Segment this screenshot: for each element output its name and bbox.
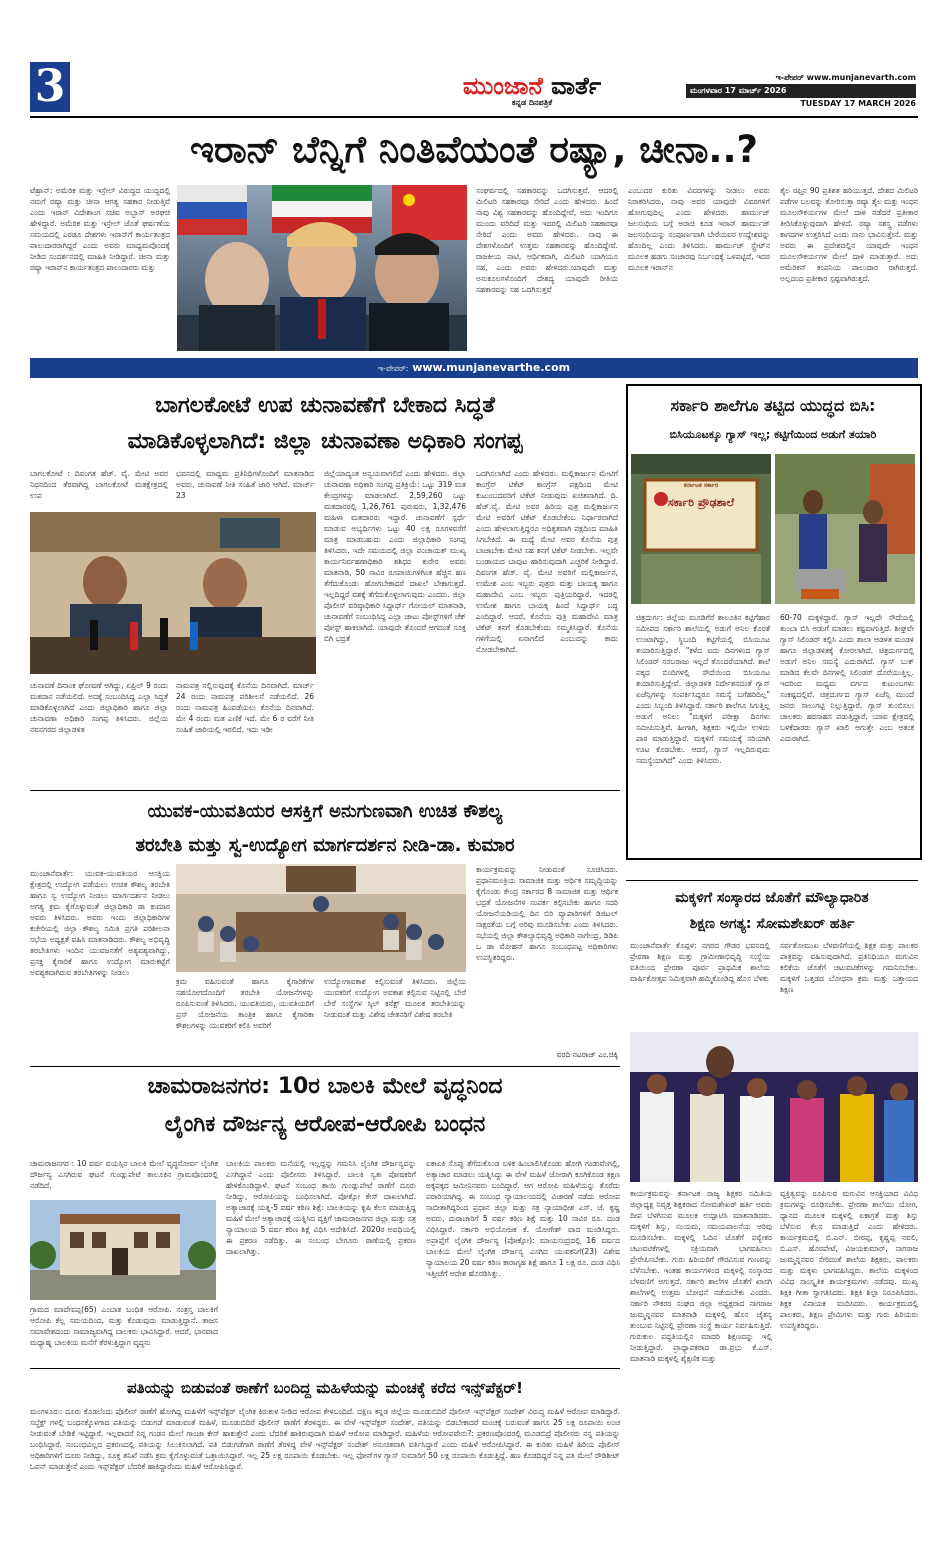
story2-col2-top: ಭವನದಲ್ಲಿ ಮಾಧ್ಯಮ ಪ್ರತಿನಿಧಿಗಳೊಂದಿಗೆ ಮಾತನಾಡಿದ ಅವರು, ಚುನಾವಣೆ ನೀತಿ ಸಂಹಿತೆ ಜಾರಿ ಆಗಿದೆ. ಮಾರ್ಚ್ 23 [176,469,314,500]
story3-photo-sign [631,454,771,604]
story3-col1: ಚಿತ್ರದುರ್ಗ: ಜಿಲ್ಲೆಯ ಮೂಡಿಗೆರೆ ತಾಲೂಕಿನ ಕಟ್ಟಿಗೆಹಾರ ಸಮೀಪದ ಸರ್ಕಾರಿ ಶಾಲೆಯಲ್ಲಿ ಅಡುಗೆ ಅನಿಲ ಕೊರತೆ ಉಂಟಾಗಿದ್ದು, ಸ್ಥಿಬಂದಿ ಕಟ್ಟಿಗೆಯಲ್ಲಿ ಬಿಸಿಯೂಟ ತಯಾರಿಸುತ್ತಿದ್ದಾರೆ. "ಕಳೆದ ಐದು ದಿನಗಳಿಂದ ಗ್ಯಾಸ್ ಸಿಲಿಂಡರ್ ಸರಬರಾಜು ಇಲ್ಲದೆ ತೊಂದರೆಯಾಗಿದೆ. ಶಾಲೆ ಪಕ್ಕದ ಬಿಂದಿಗಳಲ್ಲಿ ಸೌದೆಯಿಂದ ಬಿಸಿಯೂಟ ತಯಾರಿಸುತ್ತಿದ್ದೇವೆ. ಜಿಲ್ಲಾಡಳಿತ ನಿರ್ದೇಶನದಂತೆ ಗ್ಯಾಸ್ ಏಜೆನ್ಸಿಗಳನ್ನು ಸಂಪರ್ಕಿಸಿದ್ದರೂ ಸಮಸ್ಯೆ ಬಗೆಹರಿದಿಲ್ಲ" ಎಂದು ಸಿಬ್ಬಂದಿ ತಿಳಿಸಿದ್ದಾರೆ. ಸರ್ಕಾರಿ ಶಾಲೆಗೂ ಸಿಗುತ್ತಿಲ್ಲ ಅಡುಗೆ ಅನಿಲ: "ಮಕ್ಕಳಿಗೆ ಪರೀಕ್ಷಾ ದಿನಗಳು ಸಮೀಪಿಸುತ್ತಿವೆ. ಹೀಗಾಗಿ, ಶಿಕ್ಷಕರು ಇಲ್ಲಿಯೇ ಉಳಿದು ಪಾಠ ಮಾಡುತ್ತಿದ್ದಾರೆ. ಮಕ್ಕಳಿಗೆ ಸಮಯಕ್ಕೆ ಸರಿಯಾಗಿ ಊಟ ಕೊಡಬೇಕು. ಆದರೆ, ಗ್ಯಾಸ್ ಇಲ್ಲದಿರುವುದು ಸಮಸ್ಯೆಯಾಗಿದೆ" ಎಂದು ತಿಳಿಸಿದರು. [636,613,770,765]
story2-photo [30,512,316,674]
story6-col3: ಏಕಾಏಕಿ ಸೊಪ್ಪು ತೆಗೆದುಕೊಂಡ ಬಳಿಕ ಹಿಂಬಾಲಿಸಿಕೊಂಡು ಹೋಗಿ ಗಂಡುವೆಂಗಲ್ಲಿ, ಅತ್ಯಾಚಾರ ಮಾಡಲು ಯತ್ನಿಸಿದ್ದು ಈ ವೇಳೆ ಮಹಿಳೆ ಜೋರಾಗಿ ಕೂಗಿಕೊಂಡ ತಕ್ಷಣ ಅಕ್ಕಪಕ್ಕದ ಜಮೀನಿನವರು ಬಂದಿದ್ದಾರೆ. ಆಗ ಆರೋಪಿ ಮಹಿಳೆಯನ್ನು ತೊರೆದು ಪರಾರಿಯಾಗಿದ್ದ. ಈ ಸಂಬಂಧ ನ್ಯಾಯಾಲಯದಲ್ಲಿ ವಿಚಾರಣೆ ನಡೆದು ಆರೋಪ ಸಾಬೀತಾಗಿದ್ದರಿಂದ ಪ್ರಧಾನ ಜಿಲ್ಲಾ ಮತ್ತು ಸತ್ರ ನ್ಯಾಯಾಧೀಶ ಎಸ್. ಜೆ. ಕೃಷ್ಣ ಅವರು, ದುರಾಚಾರಿಗೆ 5 ವರ್ಷ ಕಠಿಣ ಶಿಕ್ಷೆ ಮತ್ತು 10 ಸಾವಿರ ರೂ. ದಂಡ ವಿಧಿಸಿದ್ದಾರೆ. ಸರ್ಕಾರಿ ಅಭಿಯೋಜಕ ಕೆ. ಯೋಗೇಶ್ ವಾದ ಮಂಡಿಸಿದ್ದರು. ಅಪ್ರಾಪ್ತೆಗೆ ಲೈಂಗಿಕ ದೌರ್ಜನ್ಯ (ಪೋಕ್ಸೋ): ಮಾಯಸಂದ್ರದಲ್ಲಿ 16 ವರ್ಷದ ಬಾಲಕಿಯ ಮೇಲೆ ಲೈಂಗಿಕ ದೌರ್ಜನ್ಯ ಎಸಗಿದ ಯುವಕನಿಗೆ(23) ವಿಶೇಷ ನ್ಯಾಯಾಲಯ 20 ವರ್ಷ ಕಠಿಣ ಕಾರಾಗೃಹ ಶಿಕ್ಷೆ ಹಾಗೂ 1 ಲಕ್ಷ ರೂ. ದಂಡ ವಿಧಿಸಿ ಇತ್ತೀಚೆಗೆ ಆದೇಶ ಹೊರಡಿಸಿತ್ತು. [426,1159,620,1278]
story2-col4: ಒದಗಿಸಲಾಗಿದೆ ಎಂದು ಹೇಳಿದರು. ಮಲ್ಲಿಕಾರ್ಜುನ ಮೇಟಿಗೆ ಕಾಂಗ್ರೆಸ್ ಟಿಕೆಟ್ ಕಾಂಗ್ರೆಸ್ ಪಕ್ಷದಿಂದ ಮೇಟಿ ಕುಟುಂಬದವರಿಗೆ ಟಿಕೆಟ್ ನೀಡುವುದು ಖಚಿತವಾಗಿದೆ. ದಿ. ಹೆಚ್.ವೈ. ಮೇಟಿ ಅವರ ಹಿರಿಯ ಪುತ್ರ ಮಲ್ಲಿಕಾರ್ಜುನ ಮೇಟಿ ಅವರಿಗೆ ಟಿಕೆಟ್ ಕೊಡಬೇಕೆಂಬ ನಿರ್ಧಾರವಾಗಿದೆ ಎಂದು ಹೇಳಲಾಗುತ್ತಿದ್ದರೂ ಅಧಿಕೃತವಾಗಿ ಪಕ್ಷದಿಂದ ಮಾಹಿತಿ ಸಿಗಬೇಕಿದೆ. ಈ ಮಧ್ಯೆ ಮೇಟಿ ಅವರ ಕೊನೆಯ ಪುತ್ರ ಬಾಜಾಬೇಕು ಮೇಟಿ ಸಹ ತನಗೆ ಟಿಕೆಟ್ ನೀಡಬೇಕು. ಇಲ್ಲವೇ ಬಂಡಾಯದ ಬಾವುಟ ಹಾರಿಸುವುದಾಗಿ ಎಚ್ಚರಿಕೆ ನೀಡಿದ್ದಾರೆ. ದಿವಂಗತ ಹೆಚ್. ವೈ. ಮೇಟಿ ಅವರಿಗೆ ಮಲ್ಲಿಕಾರ್ಜುನ, ಉಮೇಶ ಎಂಬ ಇಬ್ಬರು ಪುತ್ರರು ಮತ್ತು ಬಾಯಕ್ಕ ಹಾಗೂ ಮಹಾದೇವಿ ಎಂಬ ಇಬ್ಬರು ಪುತ್ರಿಯರಿದ್ದಾರೆ. ಇದರಲ್ಲಿ ಉಮೇಶ ಹಾಗೂ ಬಾಯಕ್ಕ ಹಿಂದೆ ಸಿದ್ದಾರ್ಥ್ ಬದ್ಧ ಎಂದಿದ್ದಾರೆ. ಆದರೆ, ಕೊನೆಯ ಪುತ್ರಿ ಮಹಾದೇವಿ ಮಾತ್ರ ಟಿಕೆಟ್ ತನಗೆ ಕೊಡಬೇಕೆಂದು ಸಮ್ಮತಿಸಿದ್ದಾರೆ. ಕೊನೆಯ ಗಳಿಗೆಯಲ್ಲಿ ಏನಾಗಲಿದೆ ಎಂಬುದನ್ನು ಕಾದು ನೋಡಬೇಕಾಗಿದೆ. [476,469,618,654]
story3-sign-text: ಸರ್ಕಾರಿ ಪ್ರೌಢಶಾಲೆ [667,496,735,509]
story4-col2: ಕ್ರಮ ವಹಿಸುವಂತೆ ಹಾಗೂ ಕೈಗಾರಿಕೆಗಳ ಸಹಯೋಗದೊಂದಿಗೆ ತರಬೇತಿ ಯೋಜನೆಗಳನ್ನು ರೂಪಿಸುವಂತೆ ತಿಳಿಸಿದರು. ಯುವತಿಯರು, ಯುವತಿಯರಿಗೆ ಪ್ರಸ್ ಯೋಜನೆಯ ತಾಂತ್ರಿಕ ಹಾಗೂ ಕೈಗಾರಿಕಾ ಕೌಶಲಗಳನ್ನು ಯುವಕರಿಗೆ ಕಲಿಸಿ ಅವರಿಗೆ [176,977,314,1030]
story5-top-col1: ಮುಂಜಾನೆವಾರ್ತೆ ಕೊಪ್ಪಳ: ನಗರದ ಗೌಡರ ಭವನದಲ್ಲಿ ಪ್ರೇರಣಾ ಶಿಕ್ಷಣ ಮತ್ತು ಗ್ರಾಮೀಣಾಭಿವೃದ್ಧಿ ಸಂಸ್ಥೆಯ ವತಿಯಿಂದ ಪ್ರೇರಣಾ ಪೂರ್ವ ಪ್ರಾಥಮಿಕ ಶಾಲೆಯ ವಾರ್ಷಿಕೋತ್ಸವ ನಿಮಿತ್ತವಾಗಿ ಹಮ್ಮಿಕೊಂಡಿದ್ದ ಹೊಸ ಬೆಳಕು [630,941,770,983]
story4-col1: ಮುಂಜಾನೆವಾರ್ತೆ: ಯುವಕ-ಯುವತಿಯರ ಆಸಕ್ತಿಯ ಕ್ಷೇತ್ರದಲ್ಲಿ ಉದ್ಯೋಗ ಪಡೆಯಲು ಉಚಿತ ಕೌಶಲ್ಯ ತರಬೇತಿ ಹಾಗೂ ಸ್ವ ಉದ್ಯೋಗ ನೀಡಲು ಮಾರ್ಗದರ್ಶನ ನೀಡಲು ಅಗತ್ಯ ಕ್ರಮ ಕೈಗೊಳ್ಳುವಂತೆ ಜಿಲ್ಲಾಧಿಕಾರಿ ಡಾ ಕುಮಾರ ಅವರು ತಿಳಿಸಿದರು. ಅವರು ಇಂದು ಜಿಲ್ಲಾಧಿಕಾರಿಗಳ ಕಚೇರಿಯಲ್ಲಿ ಜಿಲ್ಲಾ ಕೌಶಲ್ಯ ಸಮಿತಿ ಪ್ರಗತಿ ಪರಿಶೀಲನಾ ಸಭೆಯ ಅಧ್ಯಕ್ಷತೆ ವಹಿಸಿ ಮಾತನಾಡಿದರು. ಕೌಶಲ್ಯ ಅಭಿವೃದ್ಧಿ ತರಬೇತಿಗಳು ಇಂದಿನ ಯುವಜನತೆಗೆ ಅತ್ಯವಶ್ಯವಾಗಿದ್ದು, ಪ್ರಸಕ್ತ ಕೈಗಾರಿಕೆ ಹಾಗೂ ಉದ್ಯೋಗ ಮಾರುಕಟ್ಟೆಗೆ ಅವಶ್ಯಕವಾಗಿರುವ ತರಬೇತಿಗಳನ್ನು ನೀಡಲು [30,869,170,977]
story4-col4: ಕಾರ್ಯಕ್ರಮವನ್ನು ನೀಡುವಂತೆ ಸೂಚಿಸಿದರು. ಪ್ರಧಾನಮಂತ್ರಿಯ ಸಾಮಾಜಿಕ ಮತ್ತು ಆರ್ಥಿಕ ಸಮೃದ್ಧಿಯನ್ನು ಕೈಗೊಂಡು ಕೇಂದ್ರ ಸರ್ಕಾರದ 8 ಸಾಮಾಜಿಕ ಮತ್ತು ಆರ್ಥಿಕ ಭದ್ರತೆ ಯೋಜನೆಗಳ ಸಂಪರ್ಕ ಕಲ್ಪಿಸಬೇಕು ಹಾಗೂ ಸದರಿ ಯೋಜನೆಯಡಿಯಲ್ಲಿ ದಿನ ಬಿರಿ ವ್ಯಾಪಾರಿಗಳಿಗೆ ಡಿಜಿಟಲ್ ಸಾಕ್ಷರತೆಯ ಬಗ್ಗೆ ಅರಿವು ಮೂಡಿಸಬೇಕು ಎಂದು ತಿಳಿಸಿದರು. ಸಭೆಯಲ್ಲಿ ಜಿಲ್ಲಾ ಕೌಶಲ್ಯಾಭಿವೃದ್ಧಿ ಅಧಿಕಾರಿ ನಾಗೇಂದ್ರ, ಡಿಡಿಪಿ ಒ ಡಾ ಮೋಹನ್ ಹಾಗೂ ಸಂಬಂಧಪಟ್ಟ ಅಧಿಕಾರಿಗಳು ಉಪಸ್ಥಿತರಿದ್ದರು. [476,865,618,962]
epaper-bar-url: www.munjanevarthe.com [412,361,571,374]
story6-col2: ಬಾಲಕಿಯ ಪಾಲಕರು ಮನೆಯಲ್ಲಿ ಇಲ್ಲದ್ದನ್ನು ಗಮನಿಸಿ ಲೈಂಗಿಕ ದೌರ್ಜನ್ಯವನ್ನು ಎಸಗಿದ್ದಾನೆ ಎಂದು ಪೊಲೀಸರು ತಿಳಿಸಿದ್ದಾರೆ. ಬಾಲಕಿ ಸ್ವತಃ ಪೋಷಕರಿಗೆ ಹೇಳಿಕೊಂಡಿದ್ದಾಳೆ. ಘಟನೆ ಸಂಬಂಧ ತಾಯಿ ಗುಂಡ್ಲುಪೇಟೆ ಠಾಣೆಗೆ ದೂರು ನೀಡಿದ್ದು, ಆರೋಪಿಯನ್ನು ಬಂಧಿಸಲಾಗಿದೆ. ಪೋಕ್ಸೋ ಕೇಸ್ ದಾಖಲಾಗಿದೆ. ಅತ್ಯಾಚಾರಕ್ಕೆ ಯತ್ನ-5 ವರ್ಷ ಕಠಿಣ ಶಿಕ್ಷೆ: ಬಾಲಕಿಯನ್ನು ಕೃಷಿ ಕೆಲಸ ಮಾಡುತ್ತಿದ್ದ ಮಹಿಳೆ ಮೇಲೆ ಅತ್ಯಾಚಾರಕ್ಕೆ ಯತ್ನಿಸಿದ ವ್ಯಕ್ತಿಗೆ ಚಾಮರಾಜನಗರ ಜಿಲ್ಲಾ ಮತ್ತು ಸತ್ರ ನ್ಯಾಯಾಲಯ 5 ವರ್ಷ ಕಠಿಣ ಶಿಕ್ಷೆ ವಿಧಿಸಿ ಆದೇಶಿಸಿದೆ. 2020ರ ಅವಧಿಯಲ್ಲಿ ಈ ಪ್ರಕರಣ ನಡೆದಿತ್ತು. ಈ ಸಂಬಂಧ ಬೇಗೂರು ಠಾಣೆಯಲ್ಲಿ ಪ್ರಕರಣ ದಾಖಲಾಗಿತ್ತು. [226,1159,416,1256]
story3-headline-line2: ಬಿಸಿಯೂಟಕ್ಕೂ ಗ್ಯಾಸ್ ಇಲ್ಲ; ಕಟ್ಟಿಗೆಯಿಂದ ಅಡುಗೆ ತಯಾರಿ [669,428,877,441]
story5-headline-line1: ಮಕ್ಕಳಿಗೆ ಸಂಸ್ಕಾರದ ಜೊತೆಗೆ ಮೌಲ್ಯಾಧಾರಿತ [675,890,869,906]
story4-headline-line1: ಯುವಕ-ಯುವತಿಯರ ಆಸಕ್ತಿಗೆ ಅನುಗುಣವಾಗಿ ಉಚಿತ ಕೌಶಲ್ಯ [147,801,503,822]
story1-col1: ಟೆಹ್ರಾನ್: ಅಮೆರಿಕ ಮತ್ತು ಇಸ್ರೇಲ್ ವಿರುದ್ಧದ ಯುದ್ಧದಲ್ಲಿ ನಮಗೆ ರಷ್ಯಾ ಮತ್ತು ಚೀನಾ ಆಗತ್ಯ ಸಹಕಾರ ನೀಡುತ್ತಿವೆ ಎಂದು ಇರಾನ್ ವಿದೇಶಾಂಗ ಸಚಿವ ಅಬ್ಬಾಸ್ ಅರಘಚಿ ಹೇಳಿದ್ದಾರೆ. ಅಮೆರಿಕ ಮತ್ತು ಇಸ್ರೇಲ್ ಜೊತೆ ಘರ್ಷಣೆಯ ಸಮಯದಲ್ಲಿ ಎರಡೂ ದೇಶಗಳು ಇರಾನ್‌ಗೆ ಕಾರ್ಯತಂತ್ರದ ಪಾಲುದಾರರಾಗಿದ್ದರೆ ಎಂದು ಅವರು ಮಾಧ್ಯಮವೊಂದಕ್ಕೆ ನೀಡಿದ ಸಂದರ್ಶನದಲ್ಲಿ ಮಾಹಿತಿ ನೀಡಿದ್ದಾರೆ. ಚೀನಾ ಮತ್ತು ರಷ್ಯಾ ಇರಾನ್‌ನ ಕಾರ್ಯತಂತ್ರದ ಪಾಲುದಾರರು ಮತ್ತು [30,186,170,272]
story2-col1-top: ಬಾಗಲಕೋಟೆ : ದಿವಂಗತ ಹೆಚ್. ವೈ. ಮೇಟಿ ಅವರ ನಿಧನದಿಂದ ತೆರವಾಗಿದ್ದ ಬಾಗಲಕೋಟೆ ಮತಕ್ಷೇತ್ರದಲ್ಲಿ ಉಪ [30,469,168,500]
masthead-name-part2: ವಾರ್ತೆ [551,72,602,100]
story6-top-rule [30,1066,620,1067]
story2-headline-line2: ಮಾಡಿಕೊಳ್ಳಲಾಗಿದೆ: ಜಿಲ್ಲಾ ಚುನಾವಣಾ ಅಧಿಕಾರಿ ಸಂಗಪ್ಪ [127,429,523,454]
epaper-bar-label: ಇ-ಪೇಪರ್: [377,364,409,373]
masthead-tagline: ಕನ್ನಡ ದಿನಪತ್ರಿಕೆ [511,98,553,107]
story1-col4: ತೈಲ ರಫ್ತಿನ 90 ಪ್ರತಿಶತ ಹರಿಯುತ್ತದೆ. ದೇಶದ ಮಿಲಿಟರಿ ಪಡೆಗಳ ಬಲವನ್ನು ತೋರಿಸುತ್ತಾ ರಷ್ಯಾ ತೈಲ ಮತ್ತು ಇಂಧನ ಮೂಲಸೌಕರ್ಯಗಳ ಮೇಲೆ ದಾಳಿ ನಡೆದರೆ ಪ್ರತೀಕಾರ ತೀರಿಸಿಕೊಳ್ಳುವುದಾಗಿ ಹೇಳಿದೆ. ರಷ್ಯಾ ಸಶಸ್ತ್ರ ಪಡೆಗಳು ಕಾಗದಗಳ ಉತ್ತರಿಸಿದೆ ಎಂದು ನಾನು ಭಾವಿಸುತ್ತೇನೆ. ಮತ್ತು ಅವರು ಈ ಪ್ರದೇಶದಲ್ಲಿನ ಯಾವುದೇ ಇಂಧನ ಮೂಲಸೌಕರ್ಯಗಳ ಮೇಲೆ ದಾಳಿ ಮಾಡುತ್ತಾರೆ. ಅದು ಅಮೆರಿಕನ್ ಕಂಪನಿಯ ಪಾಲುದಾರ ರಾಗಿರುತ್ತದೆ. ಅಲ್ಲದಂದ ಪ್ರತೀಕಾರ ಸ್ಪಷ್ಟವಾಗಿರುತ್ತದೆ. [780,186,918,283]
epaper-bar [30,358,918,378]
dateline-kannada-date: ಮಂಗಳವಾರ 17 ಮಾರ್ಚ್ 2026 [686,84,916,98]
header-rule [30,116,918,118]
story1-headline: ಇರಾನ್ ಬೆನ್ನಿಗೆ ನಿಂತಿವೆಯಂತೆ ರಷ್ಯಾ, ಚೀನಾ..? [190,128,758,171]
story6-headline-line1: ಚಾಮರಾಜನಗರ: 10ರ ಬಾಲಕಿ ಮೇಲೆ ವೃದ್ಧನಿಂದ [147,1074,503,1099]
story3-col2: 60-70 ಮಕ್ಕಳಿದ್ದಾರೆ. ಗ್ಯಾಸ್ ಇಲ್ಲದೇ ಸೌದೆಯಲ್ಲಿ ತುಂಬಾ ಬಿಸಿ ಅಡುಗೆ ಮಾಡಲು ಕಷ್ಟವಾಗುತ್ತಿದೆ. ಶೀಘ್ರವೇ ಗ್ಯಾಸ್ ಸಿಲಿಂಡರ್ ಕಲ್ಪಿಸಿ ಎಂದು ಶಾಲಾ ಆಡಳಿತ ಮಂಡಳಿ ಹಾಗೂ ಜಿಲ್ಲಾಡಳಿತಕ್ಕೆ ಕೋರಲಾಗಿದೆ. ಚಿತ್ರದುರ್ಗದಲ್ಲಿ ಅಡುಗೆ ಅನಿಲ ಸಮಸ್ಯೆ ಎದುರಾಗಿದೆ. ಗ್ಯಾಸ್ ಬುಕ್ ಮಾಡಿದ ಕೆಲವೇ ದಿನಗಳಲ್ಲಿ ಸಿಲಿಂಡರ್ ದೊರೆಯುತ್ತಿಲ್ಲ. ಇದರಿಂದ ಮಧ್ಯಮ ವರ್ಗದ ಕುಟುಂಬಗಳು ಸಂಕಷ್ಟದಲ್ಲಿವೆ. ಚಿತ್ರದುರ್ಗದ ಗ್ಯಾಸ್ ಏಜೆನ್ಸಿ ಮುಂದೆ ಜನರು ಸಾಲುಗಟ್ಟಿ ನಿಲ್ಲುತ್ತಿದ್ದಾರೆ. ಗ್ಯಾಸ್ ತುಂಬಿಸಲು ಚಾಲಕರು ಹರಸಾಹಸ ಪಡುತ್ತಿದ್ದಾರೆ. ಯಾವ ಕ್ಷೇತ್ರದಲ್ಲಿ ಬಳಕೆದಾರರು ಗ್ಯಾಸ್ ಖಾಲಿ ಆಗುತ್ತೇ ಎಂಬ ಆತಂಕ ಎದುರಾಗಿದೆ. [780,613,914,743]
story1-col3: ಎಂಬುದರ ಕುರಿತು ವಿವರಗಳನ್ನು ನೀಡಲು ಅವರು ನಿರಾಕರಿಸಿದರು, ನಾವು ಅವರ ಯಾವುದೇ ವಿವರಗಳಿಗೆ ಹೋಗುವುದಿಲ್ಲ ಎಂದು ಹೇಳಿದರು. ಹಾರ್ಮುಜ್ ಜಲಸಂಧಿಯ ಬಗ್ಗೆ ಅರಾಚಿ ಕೂಡ ಇರಾನ್ ಹಾರ್ಮುಜ್ ಜಲಸಂಧಿಯನ್ನು ಸಂಪೂರ್ಣವಾಗಿ ಬೇರೆಯವರ ಉದ್ದೇಶವನ್ನು ಹೊಂದಿಲ್ಲ ಎಂದು ತಿಳಿಸಿದರು. ಹಾರ್ಮುಜ್ ಸ್ಟ್ರೇಟ್‌ನ ಮೂಲಕ ಹಡಗು ಸಂಚಾರವು ನಿರ್ಬಂಧಕ್ಕೆ ಒಳಪಟ್ಟಿದೆ, ಇದರ ಮೂಲಕ ಇರಾನ್‌ನ [628,186,770,272]
masthead [432,72,632,108]
story5-photo [630,1032,918,1182]
story5-headline-line2: ಶಿಕ್ಷಣ ಅಗತ್ಯ: ಸೋಮಶೇಖರ್ ಹರ್ತಿ [689,916,855,932]
story6-col1-top: ಚಾಮರಾಜನಗರ : 10 ವರ್ಷ ವಯಸ್ಸಿನ ಬಾಲಕಿ ಮೇಲೆ ವೃದ್ಧನೋರ್ವ ಲೈಂಗಿಕ ದೌರ್ಜನ್ಯ ಎಸಗಿರುವ ಘಟನೆ ಗುಂಡ್ಲುಪೇಟೆ ತಾಲೂಕಿನ ಗ್ರಾಮವೊಂದರಲ್ಲಿ ನಡೆದಿದೆ. [30,1159,218,1190]
story3-headline-line1: ಸರ್ಕಾರಿ ಶಾಲೆಗೂ ತಟ್ಟಿದ ಯುದ್ಧದ ಬಿಸಿ: [670,396,876,415]
story2-col12-bottom-b: ನಾಮಪತ್ರ ಸಲ್ಲಿಸುವುದಕ್ಕೆ ಕೊನೆಯ ದಿನವಾಗಿದೆ. ಮಾರ್ಚ್ 24 ರಂದು ನಾಮಪತ್ರ ಪರಿಶೀಲನೆ ನಡೆಯಲಿದೆ. 26 ರಂದು ನಾಮಪತ್ರ ಹಿಂಪಡೆಯಲು ಕೊನೆಯ ದಿನವಾಗಿದೆ. ಮೇ 4 ರಂದು ಮತ ಎಣಿಕೆ ಇದೆ. ಮೇ 6 ರ ವರೆಗೆ ನೀತಿ ಸಂಹಿತೆ ಜಾರಿಯಲ್ಲಿ ಇರಲಿದೆ. ಇದು ಇಡೀ [176,681,314,734]
story4-top-rule [30,790,620,791]
dateline [686,72,916,110]
story2-col12-bottom-a: ಚುನಾವಣೆ ದಿನಾಂಕ ಘೋಷಣೆ ಆಗಿದ್ದು, ಏಪ್ರಿಲ್ 9 ರಂದು ಮತದಾನ ನಡೆಯಲಿದೆ. ಅದಕ್ಕೆ ಸಂಬಂದಿಸಿದ್ದ ಎಲ್ಲಾ ಸಿದ್ಧತೆ ಮಾಡಿಕೊಳ್ಳಲಾಗಿದೆ ಎಂದು ಜಿಲ್ಲಾಧಿಕಾರಿ ಹಾಗೂ ಜಿಲ್ಲಾ ಚುನಾವಣಾ ಅಧಿಕಾರಿ ಸಂಗಪ್ಪ ತಿಳಿಸಿದರು. ಜಿಲ್ಲೆಯ ನವನಗರದ ಜಿಲ್ಲಾಡಳಿತ [30,681,168,734]
dateline-url: ಇ-ಪೇಪರ್ www.munjanevarth.com [775,73,916,82]
story1-photo [177,185,467,351]
story7-body: ಮಂಗಳೂರು: ದೂರು ಕೊಡಲೆಂದು ಪೊಲೀಸ್ ಠಾಣೆಗೆ ಹೋಗಿದ್ದ ಮಹಿಳೆಗೆ ಇನ್ಸ್‌ಪೆಕ್ಟರ್ ಲೈಂಗಿಕ ಕಿರುಕುಳ ನೀಡಿದ ಆರೋಪ ಕೇಳಿಬಂದಿದೆ. ದಕ್ಷಿಣ ಕನ್ನಡ ಜಿಲ್ಲೆಯ ಮೂಡುಬಿದಿರೆ ಪೊಲೀಸ್ ಇನ್ಸ್‌ಪೆಕ್ಟರ್ ಸಂದೇಶ್ ವಿರುದ್ಧ ಮಹಿಳೆ ಆರೋಪ ಮಾಡಿದ್ದಾರೆ. ಸಬ್ಜೆಕ್ಟ್ ಗಳಲ್ಲಿ ಬಂಧನಕ್ಕೊಳಗಾದ ಪತಿಯನ್ನು ಬಿಡುಗಡೆ ಮಾಡುವಂತೆ ಮಹಿಳೆ, ಮೂಡುಬಿದಿರೆ ಪೊಲೀಸ್ ಠಾಣೆಗೆ ತೆರಳಿದ್ದರು. ಈ ವೇಳೆ ಇನ್ಸ್‌ಪೆಕ್ಟರ್ ಸಂದೇಶ್, ಪತಿಯನ್ನು ಬಿಡಬೇಕಾದರೆ ಮಂಚಕ್ಕೆ ಬರುವಂತೆ ಹಾಗೂ 25 ಲಕ್ಷ ರೂಪಾಯಿ ಲಂಚ ನೀಡುವಂತೆ ಬೇಡಿಕೆ ಇಟ್ಟಿದ್ದಾರೆ. ಇಲ್ಲವಾದರೆ ನಿನ್ನ ಗಂಡನ ಮೇಲೆ ಗಾಂಜಾ ಕೇಸ್ ಹಾಕುತ್ತೇನೆ ಎಂದು ಬೆದರಿಕೆ ಹಾಕಿರುವುದಾಗಿ ಮಹಿಳೆ ಆರೋಪ ಮಾಡಿದ್ದಾರೆ. ಮಹಿಳೆಯ ಆರೋಪವೇನು?: ಪ್ರಕರಣವೊಂದರಲ್ಲಿ ಮೂಡಬಿದ್ರೆ ಪೊಲೀಸರು ನನ್ನ ಪತಿಯನ್ನು ಬಂಧಿಸಿದ್ದಾರೆ. ಸಂಬಂಧವಿಲ್ಲದ ಪ್ರಕರಣದಲ್ಲಿ ಪತಿಯನ್ನು ಸಿಲುಕಿಸಲಾಗಿದೆ. ಪತಿ ಬಿಡುಗಡೆಗಾಗಿ ಠಾಣೆಗೆ ತೆರಳಿದ್ದ ವೇಳೆ ಇನ್ಸ್‌ಪೆಕ್ಟರ್ ಸಂದೇಶ್ ಅನುಚಿತವಾಗಿ ವರ್ತಿಸಿದ್ದಾರೆ ಎಂದು ಮಹಿಳೆ ಆರೋಪಿಸಿದ್ದಾರೆ. ಈ ಕುರಿತು ಮಹಿಳೆ ಹಿರಿಯ ಪೊಲೀಸ್ ಅಧಿಕಾರಿಗಳಿಗೆ ದೂರು ನೀಡಿದ್ದು, ಸೂಕ್ತ ತನಿಖೆ ನಡೆಸಿ ಕ್ರಮ ಕೈಗೊಳ್ಳುವಂತೆ ಒತ್ತಾಯಿಸಿದ್ದಾರೆ. ಇಲ್ಲ 25 ಲಕ್ಷ ರೂಪಾಯಿ ಕೊಡಬೇಕು. ಇಲ್ಲ ಫೋನ್‌ಗಳ ಗ್ಯಾಸ್ ಸುಮಾರಿಗೆ 50 ಲಕ್ಷ ರೂಪಾಯಿ ಕೊಡುತ್ತಿದ್ದೆ. ಹಣ ಕೊಡದಿದ್ದರೆ ನಿನ್ನ ಪತಿ ಮೇಲೆ ರೌಡಿಶೀಟ್ ಓಪನ್ ಮಾಡುತ್ತೇನೆ ಎಂದು ಇನ್ಸ್‌ಪೆಕ್ಟರ್ ಬೆದರಿಕೆ ಹಾಕಿದ್ದಾರೆಂದು ಮಹಿಳೆ ಆರೋಪಿಸಿದ್ದಾರೆ. [30,1407,620,1471]
story4-photo [176,864,466,972]
story1-col2: ಸಂಘರ್ಷದಲ್ಲಿ ಸಹಕಾರವನ್ನು ಒದಗಿಸುತ್ತವೆ. ಆದರಲ್ಲಿ ಮಿಲಿಟರಿ ಸಹಕಾರವೂ ಸೇರಿದೆ ಎಂದು ಹೇಳಿದರು. ಹಿಂದೆ ನಾವು ವಿಶ್ವ ಸಹಕಾರವನ್ನು ಹೊಂದಿದ್ದೇವೆ, ಅದು ಇಂದಿಗೂ ಮುಂದು ವರಿದಿದೆ ಮತ್ತು ಇದರಲ್ಲಿ ಮಿಲಿಟರಿ ಸಹಕಾರವೂ ಸೇರಿದೆ ಎಂದು ಅವರು ಹೇಳಿದರು. ನಾವು ಈ ದೇಶಗಳೊಂದಿಗೆ ಉತ್ತಮ ಸಹಕಾರವನ್ನು ಹೊಂದಿದ್ದೇವೆ. ರಾಜಕೀಯ ನಾಟಿ, ಆರ್ಥಿಕವಾಗಿ, ಮಿಲಿಟರಿ ಯಾಗಿಯೂ ಸಹ, ಎಂದು ಅವರು ಹೇಳಿದರು.ಯಾವುದೇ ಮತ್ತು ಅನುಕೂಲಗಳೊಂದಿಗೆ ದೇಶದ್ಯ ಯಾವುದೇ ರೀತಿಯ ಸಹಕಾರವನ್ನು ಸಹ ಒದಗಿಸುತ್ತವೆ [476,186,618,294]
story5-top-col2: ಸರ್ವತೋಮುಖ ಬೆಳವಣಿಗೆಯಲ್ಲಿ ಶಿಕ್ಷಕ ಮತ್ತು ಪಾಲಕರ ಪಾತ್ರವನ್ನು ವಹಿಸುವುದಾಗಿದೆ. ಪ್ರತಿನಿಧಿಯೂ ಮಗುವಿನ ಕಲಿಕೆಯ ಜೊತೆಗೆ ಚಟುವಟಿಕೆಗಳನ್ನು ಗಮನಿಸಬೇಕು. ಮಕ್ಕಳಿಗೆ ಒತ್ತಡದ ಬೋಧನಾ ಕ್ರಮ ಮತ್ತು ಒತ್ತಾಯದ ಶಿಕ್ಷಣ [780,941,918,994]
story7-headline: ಪತಿಯನ್ನು ಬಿಡುವಂತೆ ಠಾಣೆಗೆ ಬಂದಿದ್ದ ಮಹಿಳೆಯನ್ನು ಮಂಚಕ್ಕೆ ಕರೆದ ಇನ್ಸ್‌ಪೆಕ್ಟರ್! [127,1379,523,1397]
story2-col3: ಜಿಲ್ಲೆಯಾದ್ಯಂತ ಅನ್ವಯವಾಗಲಿದೆ ಎಂದು ಹೇಳಿದರು. ಜಿಲ್ಲಾ ಚುನಾವಣಾ ಅಧಿಕಾರಿ ಸಂಗಪ್ಪ ಪ್ರತಿಕ್ರಿಯೆ: ಒಟ್ಟು 319 ಮತ ಕೇಂದ್ರಗಳನ್ನು ಮಾಡಲಾಗಿದೆ. 2,59,260 ಒಟ್ಟು ಮತದಾರರಲ್ಲಿ 1,26,761 ಪುರುಷರು, 1,32,476 ಮಹಿಳಾ ಮತದಾರರು ಇದ್ದಾರೆ. ಚುನಾವಣೆಗೆ ಸ್ಪರ್ಧೆ ಮಾಡುವ ಅಭ್ಯರ್ಥಿಗಳು ಒಟ್ಟು 40 ಲಕ್ಷ ರೂಗಳವರೆಗೆ ಮಾತ್ರ ಮಾಡಬಹುದು ಎಂದು ಜಿಲ್ಲಾಧಿಕಾರಿ ಸಂಗಪ್ಪ ತಿಳಿಸಿದರು. ಇದೇ ಸಮಯದಲ್ಲಿ ಜಿಲ್ಲಾ ಪಂಚಾಯತ್ ಮುಖ್ಯ ಕಾರ್ಯನಿರ್ವಹಣಾಧಿಕಾರಿ ಶಶಿಧರ ಕುರೇರ ಅವರು ಮಾತನಾಡಿ, 50 ಸಾವಿರ ರೂಪಾಯಿಗಳಿಗಿಂತ ಹೆಚ್ಚಿನ ಹಣ ತೆಗೆದುಕೊಂಡು ಹೋಗಬೇಕಾದರೆ ದಾಖಲೆ ಬೇಕಾಗುತ್ತದೆ. ಇಲ್ಲದಿದ್ದರೆ ವಶಕ್ಕೆ ತೆಗೆದುಕೊಳ್ಳಲಾಗುವುದು ಎಂದರು. ಜಿಲ್ಲಾ ಪೊಲೀಸ್ ವರಿಷ್ಠಾಧಿಕಾರಿ ಸಿದ್ದಾರ್ಥ್ ಗೋಯಲ್ ಮಾತನಾಡಿ, ಚುನಾವಣೆಗೆ ಸಂಬಂಧಿಸಿದ್ದ ಎಲ್ಲಾ ಚಾಟು ಪೋಸ್ಟ್‌ಗಳಿಗೆ ಚೆಕ್ ಪೋಸ್ಟ್ ಹಾಕಲಾಗಿದೆ. ಯಾವುದೇ ತೊಂದರೆ ಆಗದಂತೆ ಸೂಕ್ತ ಬಿಗಿ ಭದ್ರತೆ [324,469,466,643]
masthead-name-part1: ಮುಂಜಾನೆ [462,72,543,100]
story6-photo [30,1200,216,1300]
story3-photo-cooking [775,454,915,604]
story3-sign-small: ಕರ್ನಾಟಕ ಸರ್ಕಾರ [683,482,719,489]
story4-reporter: ವರದಿ ನಟರಾಜ್ ಎಂ.ಚಿಕ್ಕಿ [556,1050,618,1059]
story5-top-rule [626,880,918,881]
story6-headline-line2: ಲೈಂಗಿಕ ದೌರ್ಜನ್ಯ ಆರೋಪ-ಆರೋಪಿ ಬಂಧನ [164,1112,486,1137]
story4-headline-line2: ತರಬೇತಿ ಮತ್ತು ಸ್ವ-ಉದ್ಯೋಗ ಮಾರ್ಗದರ್ಶನ ನೀಡಿ-ಡಾ. ಕುಮಾರ [135,835,515,856]
story5-bottom-col2: ವ್ಯಕ್ತಿತ್ವವನ್ನು ರೂಪಿಸುವ ಮಗುವಿನ ಆಸಕ್ತಿಯಾದ ವಿವಿಧ ಕ್ರಮಗಳನ್ನು ರೂಢಿಸಬೇಕು. ಪ್ರೇರಣಾ ಶಾಲೆಯು ಯೋಗ, ಧ್ಯಾನದ ಮೂಲಕ ಮಕ್ಕಳಲ್ಲಿ ಏಕಾಗ್ರತೆ ಮತ್ತು ಶಿಸ್ತು ಬೆಳೆಸುವ ಕೆಲಸ ಮಾಡುತ್ತಿದೆ ಎಂದು ಹೇಳಿದರು. ಕಾರ್ಯಕ್ರಮದಲ್ಲಿ ಬಿ.ಎನ್. ಬೀರಪ್ಪ, ಕೃಷ್ಣಪ್ಪ ನವಲಿ, ಬಿ.ಎಸ್. ಹೊರಪೇಟೆ, ವಿಜಯಕುಮಾರ್, ನಾಗರಾಜ ಜುಮ್ಮನ್ನನವರ ಸೇರಿದಂತೆ ಶಾಲೆಯ ಶಿಕ್ಷಕರು, ಪಾಲಕರು ಮತ್ತು ಮಕ್ಕಳು ಭಾಗವಹಿಸಿದ್ದರು. ಶಾಲೆಯ ಮಕ್ಕಳಿಂದ ವಿವಿಧ ಸಾಂಸ್ಕೃತಿಕ ಕಾರ್ಯಕ್ರಮಗಳು ನಡೆದವು. ಮುಖ್ಯ ಶಿಕ್ಷಕಿ ಗೀತಾ ಸ್ವಾಗತಿಸಿದರು. ಶಿಕ್ಷಕಿ ಶಿಲ್ಪಾ ನಿರೂಪಿಸಿದರು. ಶಿಕ್ಷಕ ವಿನಾಯಕ ವಂದಿಸಿದರು. ಕಾರ್ಯಕ್ರಮದಲ್ಲಿ ಪಾಲಕರು, ಶಿಕ್ಷಣ ಪ್ರೇಮಿಗಳು ಮತ್ತು ಗುರು ಹಿರಿಯರು ಉಪಸ್ಥಿತರಿದ್ದರು. [780,1189,918,1330]
dateline-english-date: TUESDAY 17 MARCH 2026 [800,99,916,108]
story6-col1-bottom: ಗ್ರಾಮದ ಮಾದೇವಪ್ಪ(65) ಎಂಬಾತ ಬಂಧಿತ ಆರೋಪಿ. ಸಂತ್ರಸ್ತ ಬಾಲಕಿಗೆ ಆರೋಪಿ ಕೆಲ್ಲ ಸಮಯದಿಂದ, ಮತ್ತು ಕೊಡುವುದು ಮಾಡುತ್ತಿದ್ದಾನೆ. ತಾಜಸ ಸಮಾವೇಶದಂದು ಸಾಮಾಜ್ಯವಾಗಿದ್ದ ಬಾಲಕರು ಭಾವಿಸಿದ್ದಾರೆ. ಆದರೆ, ಭಾರವಾದ ಮಧ್ಯಾಹ್ನ ಬಾಲಕಿಯ ಮನೆಗೆ ತೆರಳುತ್ತಿದ್ದಾಗ ವೃದ್ಧನು [30,1305,218,1347]
story2-headline-line1: ಬಾಗಲಕೋಟೆ ಉಪ ಚುನಾವಣೆಗೆ ಬೇಕಾದ ಸಿದ್ಧತೆ [155,393,495,418]
page-number: 3 [30,62,70,112]
story7-top-rule [30,1368,620,1369]
story5-bottom-col1: ಕಾರ್ಯಕ್ರಮವನ್ನು ಕರ್ನಾಟಕ ರಾಜ್ಯ ಶಿಕ್ಷಕರ ಸಮಿತಿಯ ಜಿಲ್ಲಾಧ್ಯಕ್ಷ ನಿವೃತ್ತ ಶಿಕ್ಷಕರಾದ ಸೋಮಶೇಖರ್ ಹರ್ತಿ ಅವರು ದೀಪ ಬೆಳಗಿಸುವ ಮೂಲಕ ಉದ್ಘಾಟಿಸಿ ಮಾತನಾಡಿದರು. ಮಕ್ಕಳಿಗೆ ಶಿಸ್ತು, ಸಂಯಮ, ಸಮಯಪಾಲನೆಯ ಅರಿವು ಮೂಡಿಸಬೇಕು. ಮಕ್ಕಳಲ್ಲಿ ಓದಿನ ಜೊತೆಗೆ ಪಠ್ಯೇತರ ಚಟುವಟಿಕೆಗಳಲ್ಲಿ ಸಕ್ರಿಯವಾಗಿ ಭಾಗವಹಿಸಲು ಪ್ರೇರೇಪಿಸಬೇಕು. ಗುರು ಹಿರಿಯರಿಗೆ ಗೌರವಿಸುವ ಗುಣವನ್ನು ಬೆಳೆಸಬೇಕು. ಇಂತಹ ಕಾರ್ಯಗಳಿಂದ ಮಕ್ಕಳಲ್ಲಿ ಸಂಸ್ಕಾರದ ಬೆಳವಣಿಗೆ ಆಗುತ್ತದೆ. ಸರ್ಕಾರಿ ಶಾಲೆಗಳ ಜೊತೆಗೆ ಖಾಸಗಿ ಶಾಲೆಗಳಲ್ಲಿ ಉತ್ತಮ ಬೋಧನೆ ನಡೆಯಬೇಕು ಎಂದರು. ಸರ್ಕಾರಿ ನೌಕರರ ಸಂಘದ ಜಿಲ್ಲಾ ಅಧ್ಯಕ್ಷರಾದ ನಾಗರಾಜ ಜುಮ್ಮನ್ನನವರ ಮಾತನಾಡಿ ಮಕ್ಕಳಲ್ಲಿ ಹೊಸ ಚೈತನ್ಯ ತುಂಬುವ ನಿಟ್ಟಿನಲ್ಲಿ ಪ್ರೇರಣಾ ಸಂಸ್ಥೆ ಕಾರ್ಯ ನಿರ್ವಹಿಸುತ್ತಿದೆ. ಗುರುಕುಲ ಪದ್ಧತಿಯಲ್ಲಿನ ಮಾದರಿ ಶಿಕ್ಷಣವನ್ನು ಇಲ್ಲಿ ನೀಡುತ್ತಿದ್ದಾರೆ. ಪ್ರಾಧ್ಯಾಪಕರಾದ ಡಾ.ಪ್ರಭು ಕೆ.ಎಸ್. ಮಾತನಾಡಿ ಮಕ್ಕಳಲ್ಲಿ ಶೈಕ್ಷಣಿಕ ಮತ್ತು [630,1189,772,1363]
story4-col3: ಉದ್ಯೋಗಾವಕಾಶ ಕಲ್ಪಿಸುವಂತೆ ತಿಳಿಸಿದರು. ಜಿಲ್ಲೆಯ ಯುವಕರಿಗೆ ಉದ್ಯೋಗ ಅವಕಾಶ ಕಲ್ಪಿಸುವ ನಿಟ್ಟಿನಲ್ಲಿ ಬೇರೆ ಬೇರೆ ಸಂಸ್ಥೆಗಳ ಸ್ಕಿಲ್ ಕನೆಕ್ಟ್ ಮೂಲಕ ತರಬೇತಿಯನ್ನು ನೀಡುವಂತೆ ಮತ್ತು ವಿಶೇಷ ಚೇತನರಿಗೆ ವಿಶೇಷ ತರಬೇತಿ [324,977,466,1019]
